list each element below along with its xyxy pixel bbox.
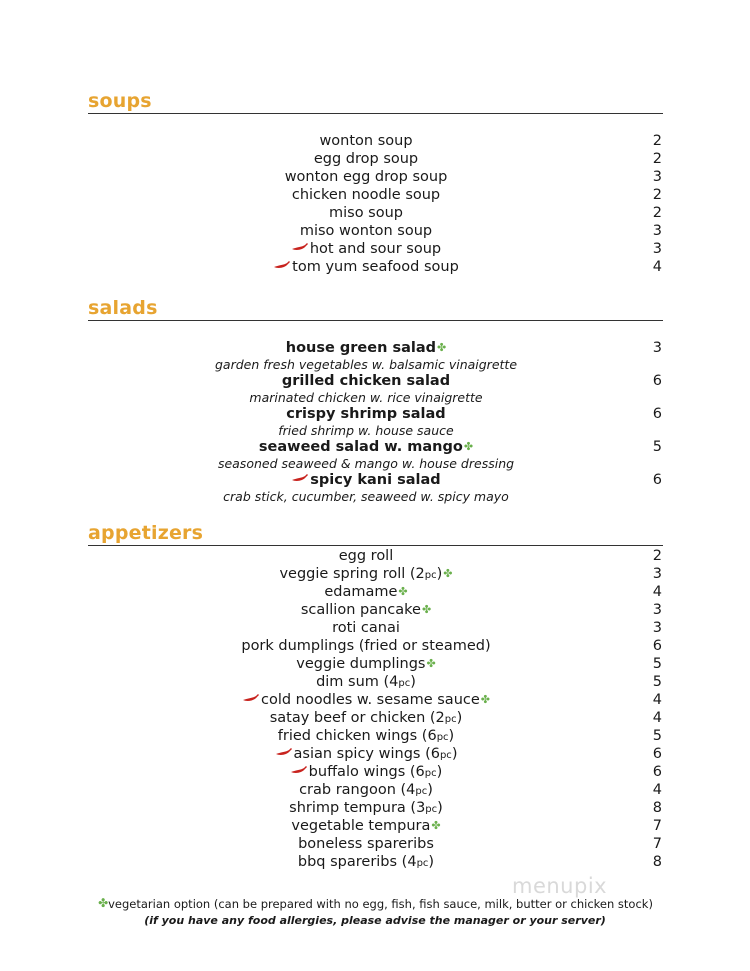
menu-item bbox=[88, 709, 662, 727]
item-name: vegetable tempura✤ bbox=[291, 818, 441, 834]
item-price: 6 bbox=[652, 746, 662, 762]
item-name: scallion pancake✤ bbox=[300, 602, 432, 618]
item-price: 7 bbox=[652, 818, 662, 834]
menu-item bbox=[88, 132, 662, 150]
item-price: 4 bbox=[652, 692, 662, 708]
item-price: 5 bbox=[652, 656, 662, 672]
menu-item bbox=[88, 471, 662, 489]
item-name: egg drop soup bbox=[313, 151, 419, 167]
item-price: 2 bbox=[652, 151, 662, 167]
item-price: 2 bbox=[652, 548, 662, 564]
clover-icon: ✤ bbox=[398, 585, 408, 598]
item-name: satay beef or chicken (2pc) bbox=[269, 710, 463, 726]
menu-item bbox=[88, 601, 662, 619]
item-price: 6 bbox=[652, 406, 662, 422]
section-divider bbox=[88, 113, 663, 114]
clover-icon: ✤ bbox=[426, 657, 436, 670]
item-name: veggie dumplings✤ bbox=[296, 656, 436, 672]
allergy-note: (if you have any food allergies, please advise the manager or your server) bbox=[144, 914, 606, 927]
item-name: spicy kani salad bbox=[88, 471, 644, 489]
item-name: edamame✤ bbox=[324, 584, 408, 600]
item-name: shrimp tempura (3pc) bbox=[289, 800, 443, 816]
menu-item bbox=[88, 637, 662, 655]
item-name: wonton soup bbox=[319, 133, 413, 149]
item-name: hot and sour soup bbox=[88, 240, 644, 258]
vegetarian-note: ✤vegetarian option (can be prepared with no egg, fish, fish sauce, milk, butter or chicken stock) bbox=[98, 896, 653, 911]
item-name: tom yum seafood soup bbox=[88, 258, 644, 276]
menu-item bbox=[88, 339, 662, 357]
section-title-salads: salads bbox=[88, 297, 158, 319]
menu-item bbox=[88, 150, 662, 168]
item-price: 4 bbox=[652, 584, 662, 600]
item-price: 2 bbox=[652, 205, 662, 221]
menu-item bbox=[88, 405, 662, 423]
watermark: menupix bbox=[512, 874, 608, 898]
item-name: dim sum (4pc) bbox=[316, 674, 416, 690]
item-price: 5 bbox=[652, 674, 662, 690]
clover-icon: ✤ bbox=[463, 440, 474, 453]
item-name: seaweed salad w. mango✤ bbox=[258, 439, 474, 455]
item-price: 3 bbox=[652, 340, 662, 356]
menu-item bbox=[88, 781, 662, 799]
menu-item bbox=[88, 673, 662, 691]
item-name: egg roll bbox=[338, 548, 394, 564]
item-description: seasoned seaweed & mango w. house dressing bbox=[217, 456, 515, 471]
item-name: asian spicy wings (6pc) bbox=[88, 745, 644, 765]
menu-item bbox=[88, 727, 662, 745]
menu-item bbox=[88, 222, 662, 240]
item-name: buffalo wings (6pc) bbox=[88, 763, 644, 783]
clover-icon: ✤ bbox=[421, 603, 432, 616]
item-name: bbq spareribs (4pc) bbox=[297, 854, 435, 870]
item-name: pork dumplings (fried or steamed) bbox=[241, 638, 491, 654]
section-title-appetizers: appetizers bbox=[88, 522, 204, 544]
item-price: 2 bbox=[652, 133, 662, 149]
item-price: 3 bbox=[652, 169, 662, 185]
item-price: 6 bbox=[652, 764, 662, 780]
item-price: 4 bbox=[652, 259, 662, 275]
chili-pepper-icon bbox=[242, 693, 260, 703]
clover-icon: ✤ bbox=[437, 341, 447, 354]
item-price: 6 bbox=[652, 373, 662, 389]
chili-pepper-icon bbox=[275, 747, 293, 757]
section-divider bbox=[88, 320, 663, 321]
menu-item bbox=[88, 745, 662, 763]
menu-item bbox=[88, 763, 662, 781]
item-description: garden fresh vegetables w. balsamic vinaigrette bbox=[214, 357, 518, 372]
item-price: 3 bbox=[652, 566, 662, 582]
menu-item bbox=[88, 853, 662, 871]
item-name: wonton egg drop soup bbox=[284, 169, 448, 185]
clover-icon: ✤ bbox=[431, 819, 441, 832]
section-title-soups: soups bbox=[88, 90, 152, 112]
menu-item bbox=[88, 619, 662, 637]
menu-item bbox=[88, 583, 662, 601]
menu-item bbox=[88, 547, 662, 565]
menu-item bbox=[88, 655, 662, 673]
item-name: crispy shrimp salad bbox=[286, 406, 446, 422]
clover-icon: ✤ bbox=[480, 693, 490, 706]
chili-pepper-icon bbox=[291, 473, 309, 483]
item-price: 5 bbox=[652, 728, 662, 744]
chili-pepper-icon bbox=[291, 242, 309, 252]
item-name: veggie spring roll (2pc)✤ bbox=[279, 566, 453, 582]
menu-item bbox=[88, 258, 662, 276]
item-description: fried shrimp w. house sauce bbox=[278, 423, 454, 438]
item-name: crab rangoon (4pc) bbox=[299, 782, 433, 798]
item-price: 6 bbox=[652, 638, 662, 654]
clover-icon: ✤ bbox=[443, 567, 453, 580]
item-price: 3 bbox=[652, 223, 662, 239]
item-price: 7 bbox=[652, 836, 662, 852]
item-name: boneless spareribs bbox=[298, 836, 434, 852]
item-price: 2 bbox=[652, 187, 662, 203]
item-price: 3 bbox=[652, 602, 662, 618]
menu-item bbox=[88, 186, 662, 204]
item-name: roti canai bbox=[332, 620, 400, 636]
menu-item bbox=[88, 204, 662, 222]
item-name: house green salad✤ bbox=[285, 340, 447, 356]
menu-item bbox=[88, 565, 662, 583]
item-name: fried chicken wings (6pc) bbox=[277, 728, 455, 744]
menu-item bbox=[88, 372, 662, 390]
menu-item bbox=[88, 691, 662, 709]
item-price: 3 bbox=[652, 241, 662, 257]
item-name: miso wonton soup bbox=[299, 223, 433, 239]
chili-pepper-icon bbox=[290, 765, 308, 775]
item-price: 8 bbox=[652, 800, 662, 816]
item-name: grilled chicken salad bbox=[281, 373, 451, 389]
item-price: 4 bbox=[652, 782, 662, 798]
clover-icon: ✤ bbox=[98, 896, 109, 910]
menu-item bbox=[88, 240, 662, 258]
item-name: chicken noodle soup bbox=[291, 187, 441, 203]
item-name: cold noodles w. sesame sauce✤ bbox=[88, 691, 644, 710]
item-price: 8 bbox=[652, 854, 662, 870]
menu-item bbox=[88, 817, 662, 835]
menu-item bbox=[88, 835, 662, 853]
menu-item bbox=[88, 799, 662, 817]
chili-pepper-icon bbox=[273, 260, 291, 270]
item-description: crab stick, cucumber, seaweed w. spicy mayo bbox=[223, 489, 509, 504]
item-price: 5 bbox=[652, 439, 662, 455]
item-description: marinated chicken w. rice vinaigrette bbox=[249, 390, 483, 405]
item-price: 4 bbox=[652, 710, 662, 726]
item-name: miso soup bbox=[328, 205, 403, 221]
menu-item bbox=[88, 438, 662, 456]
item-price: 6 bbox=[652, 472, 662, 488]
item-price: 3 bbox=[652, 620, 662, 636]
section-divider bbox=[88, 545, 663, 546]
menu-item bbox=[88, 168, 662, 186]
